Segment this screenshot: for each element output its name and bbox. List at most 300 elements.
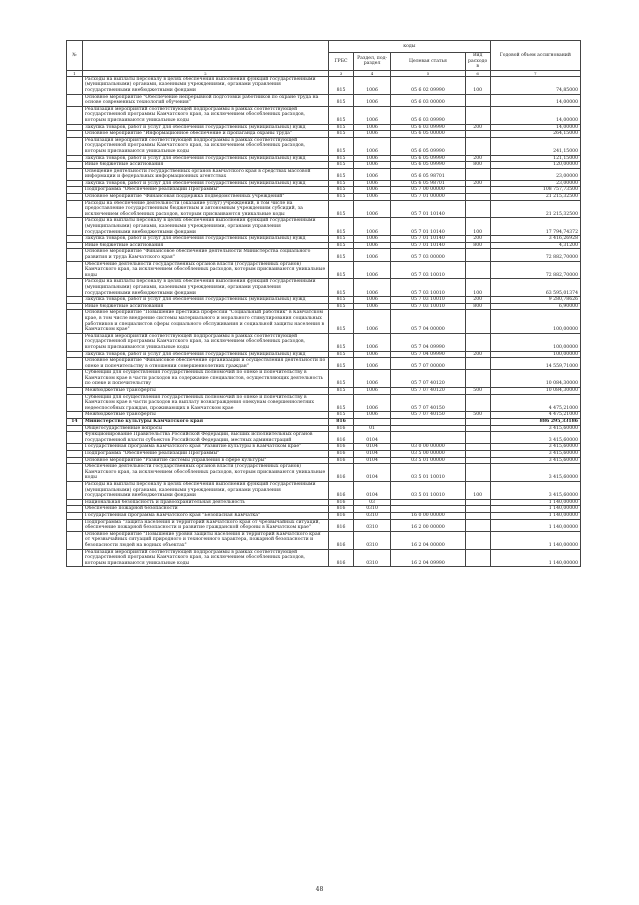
cell-name: Иные бюджетные ассигнования	[82, 303, 328, 310]
cell-num	[67, 412, 83, 419]
cell-sum: 108 757,73500	[490, 187, 580, 194]
cell-cs: 05 6 05 00000	[391, 131, 466, 138]
cell-num	[67, 194, 83, 201]
cell-rz: 1006	[353, 249, 390, 261]
cell-cs: 03 0 00 00000	[391, 444, 466, 451]
cell-grbs: 815	[329, 76, 354, 94]
cell-rz: 1006	[353, 303, 390, 310]
cell-sum: 1 140,00000	[490, 519, 580, 531]
cell-rz: 1006	[353, 218, 390, 236]
cell-num	[67, 303, 83, 310]
cell-cs	[391, 506, 466, 513]
cell-grbs: 815	[329, 168, 354, 180]
column-index: 3	[329, 70, 354, 76]
cell-vr	[465, 370, 490, 388]
cell-cs: 05 6 05 09990	[391, 155, 466, 162]
cell-sum: 1 140,00000	[490, 512, 580, 519]
table-row	[67, 236, 581, 243]
header-razdel: Раздел, под-раздел	[353, 53, 390, 71]
table-row	[67, 370, 581, 388]
cell-rz: 1006	[353, 333, 390, 351]
cell-cs	[391, 499, 466, 506]
header-csr: Целевая статья	[391, 53, 466, 71]
cell-num	[67, 236, 83, 243]
table-row	[67, 187, 581, 194]
cell-cs: 05 6 03 00000	[391, 94, 466, 106]
cell-cs: 05 7 04 00000	[391, 310, 466, 333]
cell-num	[67, 310, 83, 333]
cell-cs: 05 7 01 10140	[391, 242, 466, 249]
cell-sum: 21 215,32500	[490, 194, 580, 201]
cell-rz: 1006	[353, 162, 390, 169]
cell-num	[67, 531, 83, 549]
cell-name: Иные бюджетные ассигнования	[82, 242, 328, 249]
cell-name: Функционирование Правительства Российской Федерации, высших исполнительных органов государственной власти субъектов Российской Федерации, местных администраций	[82, 432, 328, 444]
cell-cs: 05 7 03 10010	[391, 303, 466, 310]
cell-grbs: 815	[329, 162, 354, 169]
table-row	[67, 549, 581, 567]
table-row	[67, 124, 581, 131]
cell-num	[67, 432, 83, 444]
cell-rz: 1006	[353, 236, 390, 243]
cell-num	[67, 358, 83, 370]
cell-name: Общегосударственные вопросы	[82, 425, 328, 432]
table-row	[67, 464, 581, 482]
cell-grbs: 815	[329, 261, 354, 279]
cell-grbs: 815	[329, 106, 354, 124]
cell-name: Закупка товаров, работ и услуг для обеспечения государственных (муниципальных) нужд	[82, 297, 328, 304]
cell-grbs: 815	[329, 200, 354, 218]
cell-rz: 1006	[353, 242, 390, 249]
cell-sum: 120,00000	[490, 162, 580, 169]
cell-vr: 100	[465, 481, 490, 499]
cell-vr	[465, 249, 490, 261]
cell-rz: 1006	[353, 187, 390, 194]
cell-rz	[353, 419, 390, 426]
cell-name: Основное мероприятие "Информационное обеспечение и пропаганда охраны труда"	[82, 131, 328, 138]
cell-cs: 05 6 05 09990	[391, 137, 466, 155]
cell-cs: 05 7 01 10140	[391, 236, 466, 243]
cell-num	[67, 106, 83, 124]
table-row	[67, 519, 581, 531]
cell-name: Субвенции для осуществления государственных полномочий по опеке и попечительству в Камчатском крае в части расходов на выплату вознаграждения опекунам совершеннолетних недееспособных граждан, проживающих в Камчатском крае	[82, 394, 328, 412]
cell-num	[67, 519, 83, 531]
table-row	[67, 155, 581, 162]
table-row	[67, 310, 581, 333]
cell-cs: 05 7 03 10010	[391, 297, 466, 304]
cell-sum: 3 415,60000	[490, 444, 580, 451]
cell-grbs: 815	[329, 124, 354, 131]
cell-sum: 14 559,71000	[490, 358, 580, 370]
cell-grbs: 816	[329, 512, 354, 519]
cell-grbs: 815	[329, 137, 354, 155]
header-sum: Годовой объем ассигнований	[490, 41, 580, 71]
cell-vr	[465, 506, 490, 513]
cell-vr	[465, 419, 490, 426]
cell-vr: 800	[465, 162, 490, 169]
cell-name: Подпрограмма "Обеспечение реализации Программы"	[82, 187, 328, 194]
table-row	[67, 168, 581, 180]
cell-grbs: 815	[329, 394, 354, 412]
cell-vr	[465, 358, 490, 370]
cell-name: Министерство культуры Камчатского края	[82, 419, 328, 426]
cell-num	[67, 506, 83, 513]
cell-rz: 03	[353, 499, 390, 506]
cell-name: Реализация мероприятий соответствующей подпрограммы в рамках соответствующей государственной программы Камчатского края, за исключением обособленных расходов, которым присваиваются уникальные коды	[82, 549, 328, 567]
cell-rz: 0310	[353, 549, 390, 567]
cell-cs: 16 2 04 00000	[391, 531, 466, 549]
cell-num	[67, 155, 83, 162]
cell-rz: 0310	[353, 531, 390, 549]
cell-name: Расходы на выплаты персоналу в целях обеспечения выполнения функций государственными (муниципальными) органами, казенными учреждениями, органами управления государственными внебюджетными фондами	[82, 218, 328, 236]
cell-vr: 200	[465, 236, 490, 243]
cell-sum: 23,00000	[490, 180, 580, 187]
cell-name: Межбюджетные трансферты	[82, 388, 328, 395]
cell-sum: 3 415,60000	[490, 457, 580, 464]
cell-cs: 05 6 03 09990	[391, 124, 466, 131]
cell-vr	[465, 131, 490, 138]
cell-num	[67, 124, 83, 131]
cell-vr	[465, 106, 490, 124]
table-row	[67, 131, 581, 138]
cell-num	[67, 464, 83, 482]
cell-name: Расходы на выплаты персоналу в целях обеспечения выполнения функций государственными (муниципальными) органами, казенными учреждениями, органами управления государственными внебюджетными фондами	[82, 76, 328, 94]
cell-sum: 4 475,21000	[490, 412, 580, 419]
cell-vr: 800	[465, 242, 490, 249]
cell-vr	[465, 451, 490, 458]
cell-name: Расходы на выплаты персоналу в целях обеспечения выполнения функций государственными (муниципальными) органами, казенными учреждениями, органами управления государственными внебюджетными фондами	[82, 279, 328, 297]
cell-vr	[465, 512, 490, 519]
cell-name: Подпрограмма "Защита населения и территорий Камчатского края от чрезвычайных ситуаций, обеспечение пожарной безопасности и развитие гражданской обороны в Камчатском крае"	[82, 519, 328, 531]
cell-rz: 01	[353, 425, 390, 432]
cell-sum: 14,00000	[490, 106, 580, 124]
cell-sum: 121,15000	[490, 155, 580, 162]
column-index: 1	[67, 70, 83, 76]
cell-rz: 0310	[353, 519, 390, 531]
cell-sum: 100,00000	[490, 333, 580, 351]
cell-cs: 03 5 00 00000	[391, 451, 466, 458]
cell-vr: 200	[465, 180, 490, 187]
cell-sum: 1 140,00000	[490, 506, 580, 513]
cell-name: Основное мероприятие "Повышение уровня защиты населения и территорий Камчатского края от чрезвычайных ситуаций природного и техногенного характера, пожарной безопасности и безопасности людей на водных объектах"	[82, 531, 328, 549]
cell-vr	[465, 137, 490, 155]
cell-sum: 14,00000	[490, 124, 580, 131]
cell-name: Освещение деятельности государственных органов Камчатского края в средствах массовой информации и федеральных информационных агентствах	[82, 168, 328, 180]
cell-rz: 1006	[353, 76, 390, 94]
table-row	[67, 162, 581, 169]
table-row	[67, 76, 581, 94]
cell-vr	[465, 499, 490, 506]
cell-vr	[465, 519, 490, 531]
cell-grbs: 815	[329, 236, 354, 243]
cell-grbs: 815	[329, 218, 354, 236]
cell-rz: 1006	[353, 412, 390, 419]
cell-num	[67, 451, 83, 458]
cell-sum: 3 415,60000	[490, 481, 580, 499]
cell-grbs: 815	[329, 194, 354, 201]
cell-cs: 05 7 03 00000	[391, 249, 466, 261]
cell-grbs: 815	[329, 155, 354, 162]
cell-rz: 0104	[353, 457, 390, 464]
table-row	[67, 194, 581, 201]
cell-grbs: 816	[329, 499, 354, 506]
table-row	[67, 481, 581, 499]
cell-num	[67, 137, 83, 155]
cell-sum: 1 140,00000	[490, 531, 580, 549]
cell-sum: 14,00000	[490, 94, 580, 106]
cell-grbs: 815	[329, 388, 354, 395]
cell-rz: 1006	[353, 358, 390, 370]
cell-grbs: 815	[329, 187, 354, 194]
cell-name: Реализация мероприятий соответствующей подпрограммы в рамках соответствующей государственной программы Камчатского края, за исключением обособленных расходов, которым присваиваются уникальные коды	[82, 333, 328, 351]
cell-sum: 21 215,32500	[490, 200, 580, 218]
table-row	[67, 261, 581, 279]
cell-cs	[391, 419, 466, 426]
cell-grbs: 815	[329, 370, 354, 388]
cell-rz: 1006	[353, 388, 390, 395]
table-row	[67, 106, 581, 124]
cell-rz: 0104	[353, 432, 390, 444]
cell-rz: 1006	[353, 370, 390, 388]
cell-grbs: 815	[329, 279, 354, 297]
cell-cs: 05 6 02 09990	[391, 76, 466, 94]
cell-sum: 9 280,78626	[490, 297, 580, 304]
cell-sum: 886 295,33186	[490, 419, 580, 426]
column-index: 2	[82, 70, 328, 76]
cell-num	[67, 394, 83, 412]
cell-name: Расходы на выплаты персоналу в целях обеспечения выполнения функций государственными (муниципальными) органами, казенными учреждениями, органами управления государственными внебюджетными фондами	[82, 481, 328, 499]
cell-rz: 1006	[353, 94, 390, 106]
table-row	[67, 451, 581, 458]
page-number: 48	[315, 886, 324, 893]
cell-rz: 0104	[353, 451, 390, 458]
table-row	[67, 333, 581, 351]
cell-vr: 200	[465, 351, 490, 358]
header-vr: Вид расходов	[465, 53, 490, 71]
cell-vr	[465, 310, 490, 333]
cell-sum: 23,00000	[490, 168, 580, 180]
cell-sum: 3 415,60000	[490, 464, 580, 482]
cell-grbs: 816	[329, 519, 354, 531]
cell-num	[67, 249, 83, 261]
cell-vr	[465, 261, 490, 279]
cell-vr	[465, 94, 490, 106]
cell-cs: 03 5 01 00000	[391, 457, 466, 464]
cell-name: Национальная безопасность и правоохранительная деятельность	[82, 499, 328, 506]
cell-grbs: 816	[329, 451, 354, 458]
cell-sum: 17 794,74372	[490, 218, 580, 236]
cell-rz: 1006	[353, 297, 390, 304]
table-row	[67, 94, 581, 106]
cell-num	[67, 370, 83, 388]
cell-vr	[465, 194, 490, 201]
cell-name: Основное мероприятие "Обеспечение непрерывной подготовки работников по охране труда на основе современных технологий обучения"	[82, 94, 328, 106]
cell-cs: 05 6 05 98701	[391, 168, 466, 180]
cell-sum: 3 415,60000	[490, 425, 580, 432]
cell-vr: 100	[465, 76, 490, 94]
cell-grbs: 815	[329, 249, 354, 261]
cell-sum: 4 475,21000	[490, 394, 580, 412]
cell-cs: 05 7 07 40120	[391, 370, 466, 388]
cell-sum: 3 416,26928	[490, 236, 580, 243]
table-row	[67, 388, 581, 395]
cell-cs: 05 7 03 10010	[391, 261, 466, 279]
cell-name: Расходы на обеспечение деятельности (оказание услуг) учреждений, в том числе на предоставление государственным бюджетным и автономным учреждениям субсидий, за исключением обособленных расходов, которым присваиваются уникальные коды	[82, 200, 328, 218]
cell-name: Основное мероприятие "Финансовая поддержка подведомственных учреждений"	[82, 194, 328, 201]
cell-vr	[465, 531, 490, 549]
table-row	[67, 249, 581, 261]
cell-vr	[465, 549, 490, 567]
table-row	[67, 506, 581, 513]
cell-sum: 1 140,00000	[490, 499, 580, 506]
cell-rz: 0310	[353, 506, 390, 513]
cell-cs: 05 6 05 98701	[391, 180, 466, 187]
cell-num	[67, 131, 83, 138]
table-row	[67, 394, 581, 412]
cell-rz: 1006	[353, 279, 390, 297]
cell-grbs: 816	[329, 425, 354, 432]
cell-grbs: 816	[329, 549, 354, 567]
cell-grbs: 816	[329, 506, 354, 513]
cell-sum: 10 084,30000	[490, 370, 580, 388]
cell-cs: 05 7 07 40150	[391, 394, 466, 412]
cell-vr	[465, 168, 490, 180]
cell-cs: 05 7 04 09990	[391, 351, 466, 358]
cell-rz: 1006	[353, 137, 390, 155]
cell-grbs: 816	[329, 419, 354, 426]
cell-num	[67, 180, 83, 187]
cell-sum: 10 084,30000	[490, 388, 580, 395]
cell-rz: 1006	[353, 394, 390, 412]
header-codes: коды	[329, 41, 491, 53]
cell-cs: 05 7 07 40150	[391, 412, 466, 419]
cell-rz: 1006	[353, 106, 390, 124]
cell-name: Государственная программа Камчатского края "Развитие культуры в Камчатском крае"	[82, 444, 328, 451]
cell-num	[67, 512, 83, 519]
cell-vr	[465, 444, 490, 451]
cell-name: Межбюджетные трансферты	[82, 412, 328, 419]
cell-rz: 0104	[353, 481, 390, 499]
cell-rz: 1006	[353, 155, 390, 162]
table-row	[67, 425, 581, 432]
cell-num	[67, 200, 83, 218]
cell-sum: 1 140,00000	[490, 549, 580, 567]
cell-grbs: 815	[329, 242, 354, 249]
cell-grbs: 816	[329, 481, 354, 499]
column-index: 4	[353, 70, 390, 76]
table-row	[67, 303, 581, 310]
cell-cs: 05 7 04 09990	[391, 333, 466, 351]
cell-rz: 1006	[353, 310, 390, 333]
cell-vr	[465, 333, 490, 351]
cell-grbs: 816	[329, 444, 354, 451]
cell-vr	[465, 425, 490, 432]
cell-sum: 4,31200	[490, 242, 580, 249]
table-row	[67, 444, 581, 451]
cell-rz: 1006	[353, 131, 390, 138]
cell-grbs: 815	[329, 412, 354, 419]
cell-name: Субвенции для осуществления государственных полномочий по опеке и попечительству в Камчатском крае в части расходов на содержание специалистов, осуществляющих деятельность по опеке и попечительству	[82, 370, 328, 388]
cell-rz: 0104	[353, 464, 390, 482]
cell-num	[67, 481, 83, 499]
cell-rz: 1006	[353, 200, 390, 218]
table-row	[67, 531, 581, 549]
cell-sum: 63 595,01374	[490, 279, 580, 297]
cell-name: Закупка товаров, работ и услуг для обеспечения государственных (муниципальных) нужд	[82, 351, 328, 358]
cell-grbs: 816	[329, 432, 354, 444]
cell-num	[67, 425, 83, 432]
cell-vr	[465, 457, 490, 464]
cell-sum: 3 415,60000	[490, 432, 580, 444]
cell-sum: 100,00000	[490, 310, 580, 333]
cell-vr: 200	[465, 155, 490, 162]
cell-num	[67, 94, 83, 106]
cell-rz: 0310	[353, 512, 390, 519]
cell-cs: 05 6 03 09990	[391, 106, 466, 124]
cell-sum: 264,15000	[490, 131, 580, 138]
cell-cs	[391, 432, 466, 444]
cell-cs	[391, 425, 466, 432]
cell-num	[67, 297, 83, 304]
cell-num	[67, 549, 83, 567]
cell-grbs: 815	[329, 333, 354, 351]
cell-cs: 05 7 03 10010	[391, 279, 466, 297]
cell-name: Основное мероприятие "Повышение престижа профессии "Социальный работник" в Камчатском крае, в том числе внедрение системы материального и морального стимулирования социальных работников и специалистов сферы социального обслуживания и социальной защиты населения в Камчатском крае"	[82, 310, 328, 333]
budget-table	[66, 40, 581, 567]
cell-name: Обеспечение пожарной безопасности	[82, 506, 328, 513]
cell-cs: 03 5 01 10010	[391, 481, 466, 499]
cell-name: Реализация мероприятий соответствующей подпрограммы в рамках соответствующей государственной программы Камчатского края, за исключением обособленных расходов, которым присваиваются уникальные коды	[82, 106, 328, 124]
cell-grbs: 816	[329, 457, 354, 464]
cell-num	[67, 333, 83, 351]
cell-name: Обеспечение деятельности государственных органов власти (государственных органов) Камчатского края, за исключением обособленных расходов, которым присваиваются уникальные коды	[82, 261, 328, 279]
cell-num	[67, 162, 83, 169]
cell-name: Подпрограмма "Обеспечение реализации Программы"	[82, 451, 328, 458]
cell-grbs: 815	[329, 94, 354, 106]
cell-sum: 100,00000	[490, 351, 580, 358]
cell-grbs: 815	[329, 310, 354, 333]
table-row	[67, 180, 581, 187]
cell-num	[67, 444, 83, 451]
cell-name: Закупка товаров, работ и услуг для обеспечения государственных (муниципальных) нужд	[82, 180, 328, 187]
header-num: №	[67, 41, 83, 71]
cell-grbs: 815	[329, 351, 354, 358]
table-row	[67, 457, 581, 464]
table-row	[67, 297, 581, 304]
cell-rz: 1006	[353, 194, 390, 201]
cell-num	[67, 261, 83, 279]
cell-sum: 74,85000	[490, 76, 580, 94]
cell-name: Закупка товаров, работ и услуг для обеспечения государственных (муниципальных) нужд	[82, 236, 328, 243]
cell-cs: 05 6 05 09990	[391, 162, 466, 169]
cell-cs: 05 7 01 00000	[391, 194, 466, 201]
cell-num	[67, 76, 83, 94]
table-row	[67, 279, 581, 297]
cell-vr: 200	[465, 297, 490, 304]
cell-vr	[465, 394, 490, 412]
cell-num	[67, 242, 83, 249]
cell-cs: 16 2 00 00000	[391, 519, 466, 531]
column-index: 6	[465, 70, 490, 76]
table-row	[67, 512, 581, 519]
cell-vr	[465, 464, 490, 482]
cell-vr: 500	[465, 388, 490, 395]
cell-vr: 500	[465, 412, 490, 419]
cell-num	[67, 388, 83, 395]
table-row	[67, 137, 581, 155]
cell-grbs: 815	[329, 297, 354, 304]
table-body	[67, 76, 581, 567]
